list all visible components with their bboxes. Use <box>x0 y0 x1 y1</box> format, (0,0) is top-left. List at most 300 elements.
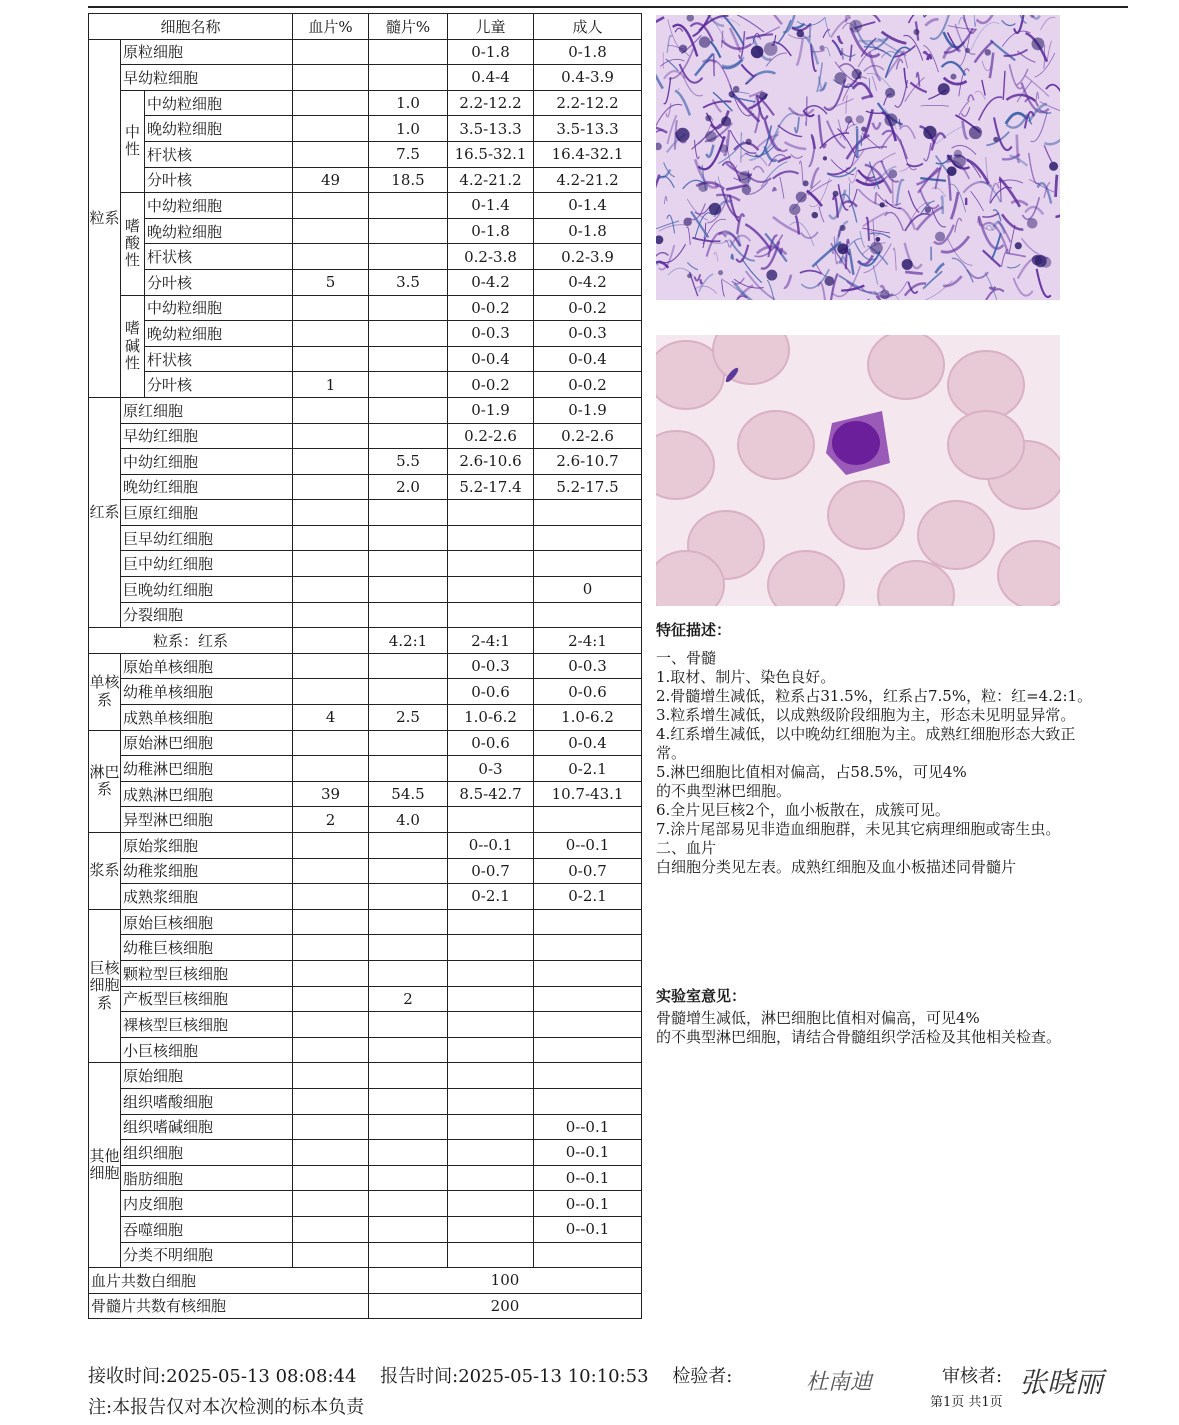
cell-marrow <box>369 858 448 884</box>
header-adult: 成人 <box>534 14 642 40</box>
cell-blood <box>293 1165 369 1191</box>
cell-child <box>448 1165 534 1191</box>
reviewer-signature <box>1015 1360 1135 1404</box>
cell-blood: 5 <box>293 269 369 295</box>
cell-marrow: 4.0 <box>369 807 448 833</box>
cell-blood <box>293 449 369 475</box>
cell-adult: 0--0.1 <box>534 1165 642 1191</box>
cell-name: 中幼红细胞 <box>121 449 293 475</box>
table-row <box>89 218 642 244</box>
cell-child: 0-0.6 <box>448 679 534 705</box>
cell-marrow: 18.5 <box>369 167 448 193</box>
cell-child: 5.2-17.4 <box>448 474 534 500</box>
opinion-title: 实验室意见： <box>656 987 747 1005</box>
description-line: 一、骨髓 <box>656 649 717 667</box>
cell-name: 晚幼粒细胞 <box>145 218 293 244</box>
cell-marrow <box>369 346 448 372</box>
cell-marrow <box>369 1216 448 1242</box>
cell-adult <box>534 960 642 986</box>
cell-name: 颗粒型巨核细胞 <box>121 960 293 986</box>
totals-row <box>89 1268 642 1294</box>
table-row <box>89 474 642 500</box>
cell-child: 0-2.1 <box>448 884 534 910</box>
cell-name: 巨晚幼红细胞 <box>121 577 293 603</box>
table-row <box>89 1012 642 1038</box>
cell-blood <box>293 1012 369 1038</box>
table-row <box>89 269 642 295</box>
cell-name: 杆状核 <box>145 346 293 372</box>
cell-marrow: 2.0 <box>369 474 448 500</box>
table-row <box>89 884 642 910</box>
cell-name: 原始细胞 <box>121 1063 293 1089</box>
cell-child: 0-0.6 <box>448 730 534 756</box>
cell-adult: 0-0.2 <box>534 295 642 321</box>
receive-time: 接收时间:2025-05-13 08:08:44 <box>88 1366 357 1387</box>
table-row <box>89 449 642 475</box>
cell-name: 晚幼红细胞 <box>121 474 293 500</box>
table-row <box>89 577 642 603</box>
ratio-value: 2-4:1 <box>534 628 642 654</box>
cell-marrow <box>369 525 448 551</box>
cell-child <box>448 500 534 526</box>
cell-child: 0-0.3 <box>448 653 534 679</box>
ratio-row <box>89 628 642 654</box>
cell-name: 成熟单核细胞 <box>121 705 293 731</box>
cell-blood <box>293 423 369 449</box>
cell-blood <box>293 65 369 91</box>
cell-marrow <box>369 577 448 603</box>
cell-child: 0-4.2 <box>448 269 534 295</box>
cell-name: 早幼红细胞 <box>121 423 293 449</box>
cell-name: 幼稚淋巴细胞 <box>121 756 293 782</box>
cell-blood <box>293 1063 369 1089</box>
cell-child <box>448 1088 534 1114</box>
cell-name: 分类不明细胞 <box>121 1242 293 1268</box>
cell-blood <box>293 39 369 65</box>
cell-child <box>448 960 534 986</box>
cell-blood: 49 <box>293 167 369 193</box>
table-row <box>89 1088 642 1114</box>
description-line: 7.涂片尾部易见非造血细胞群，未见其它病理细胞或寄生虫。 <box>656 820 1061 838</box>
cell-marrow: 2.5 <box>369 705 448 731</box>
cell-adult: 0--0.1 <box>534 1216 642 1242</box>
cell-name: 原粒细胞 <box>121 39 293 65</box>
cell-marrow: 54.5 <box>369 781 448 807</box>
cell-marrow: 7.5 <box>369 141 448 167</box>
cell-blood <box>293 986 369 1012</box>
cell-adult: 16.4-32.1 <box>534 141 642 167</box>
examiner-label: 检验者: <box>672 1366 733 1387</box>
cell-marrow <box>369 1165 448 1191</box>
cell-blood <box>293 884 369 910</box>
cell-child: 3.5-13.3 <box>448 116 534 142</box>
cell-name: 幼稚单核细胞 <box>121 679 293 705</box>
cell-adult: 0-0.4 <box>534 730 642 756</box>
cell-adult: 0-0.3 <box>534 321 642 347</box>
svg-text:杜南迪: 杜南迪 <box>806 1370 873 1395</box>
cell-name: 原红细胞 <box>121 397 293 423</box>
cell-adult <box>534 500 642 526</box>
cell-name: 杆状核 <box>145 141 293 167</box>
cell-blood <box>293 474 369 500</box>
ratio-blood <box>293 628 369 654</box>
cell-child <box>448 1037 534 1063</box>
reviewer-label: 审核者: <box>942 1366 1003 1387</box>
cell-blood <box>293 551 369 577</box>
table-row <box>89 679 642 705</box>
svg-text:张晓丽: 张晓丽 <box>1019 1366 1104 1399</box>
table-row <box>89 1114 642 1140</box>
cell-marrow: 1.0 <box>369 90 448 116</box>
cell-name: 小巨核细胞 <box>121 1037 293 1063</box>
cell-marrow: 3.5 <box>369 269 448 295</box>
cell-child <box>448 551 534 577</box>
cell-name: 成熟浆细胞 <box>121 884 293 910</box>
totals-label: 骨髓片共数有核细胞 <box>89 1293 369 1319</box>
cell-child: 0-0.4 <box>448 346 534 372</box>
table-row <box>89 1165 642 1191</box>
table-row <box>89 1063 642 1089</box>
cell-adult: 0-1.8 <box>534 218 642 244</box>
cell-blood <box>293 730 369 756</box>
cell-child <box>448 602 534 628</box>
cell-adult: 3.5-13.3 <box>534 116 642 142</box>
table-row <box>89 935 642 961</box>
table-row <box>89 90 642 116</box>
cell-child: 0.2-3.8 <box>448 244 534 270</box>
cell-name: 幼稚浆细胞 <box>121 858 293 884</box>
cell-blood <box>293 218 369 244</box>
table-row <box>89 986 642 1012</box>
cell-marrow <box>369 193 448 219</box>
table-header-row <box>89 14 642 40</box>
cell-marrow <box>369 1140 448 1166</box>
footer-times <box>88 1362 750 1388</box>
cell-name: 分叶核 <box>145 372 293 398</box>
cell-adult: 0--0.1 <box>534 833 642 859</box>
description-line: 白细胞分类见左表。成熟红细胞及血小板描述同骨髓片 <box>656 858 1017 876</box>
cell-adult <box>534 1242 642 1268</box>
cell-marrow <box>369 1114 448 1140</box>
cell-blood <box>293 1242 369 1268</box>
cell-marrow <box>369 551 448 577</box>
table-row <box>89 525 642 551</box>
table-row <box>89 141 642 167</box>
cell-name: 中幼粒细胞 <box>145 193 293 219</box>
cell-child: 0-3 <box>448 756 534 782</box>
table-row <box>89 653 642 679</box>
cell-adult: 0-0.3 <box>534 653 642 679</box>
cell-name: 晚幼粒细胞 <box>145 321 293 347</box>
cell-name: 成熟淋巴细胞 <box>121 781 293 807</box>
cell-child <box>448 1063 534 1089</box>
cell-name: 原始单核细胞 <box>121 653 293 679</box>
cell-marrow <box>369 244 448 270</box>
cell-name: 晚幼粒细胞 <box>145 116 293 142</box>
cell-blood: 2 <box>293 807 369 833</box>
cell-marrow <box>369 500 448 526</box>
cell-adult: 0-2.1 <box>534 884 642 910</box>
cell-marrow <box>369 602 448 628</box>
table-row <box>89 423 642 449</box>
cell-blood: 39 <box>293 781 369 807</box>
cell-name: 脂肪细胞 <box>121 1165 293 1191</box>
cell-name: 组织嗜酸细胞 <box>121 1088 293 1114</box>
cell-blood <box>293 935 369 961</box>
cell-adult <box>534 551 642 577</box>
cell-blood <box>293 833 369 859</box>
table-row <box>89 346 642 372</box>
cell-adult: 0-0.4 <box>534 346 642 372</box>
cell-name: 异型淋巴细胞 <box>121 807 293 833</box>
cell-adult <box>534 1088 642 1114</box>
group-label-neutro: 中性 <box>121 90 145 192</box>
cell-child: 0-0.7 <box>448 858 534 884</box>
cell-child: 0-0.2 <box>448 295 534 321</box>
cell-adult: 0 <box>534 577 642 603</box>
cell-name: 产板型巨核细胞 <box>121 986 293 1012</box>
cell-child: 0-0.2 <box>448 372 534 398</box>
cell-blood <box>293 141 369 167</box>
cell-child <box>448 1012 534 1038</box>
description-line: 二、血片 <box>656 839 717 857</box>
group-label-plasma: 浆系 <box>89 833 121 910</box>
description-title: 特征描述： <box>656 621 732 639</box>
table-row <box>89 39 642 65</box>
table-row <box>89 551 642 577</box>
opinion-line: 骨髓增生减低，淋巴细胞比值相对偏高，可见4% <box>656 1009 980 1027</box>
description-line: 6.全片见巨核2个，血小板散在，成簇可见。 <box>656 801 950 819</box>
table-row <box>89 193 642 219</box>
cell-child <box>448 577 534 603</box>
ratio-label: 粒系：红系 <box>89 628 293 654</box>
cell-name: 分叶核 <box>145 167 293 193</box>
table-row <box>89 602 642 628</box>
cell-adult: 5.2-17.5 <box>534 474 642 500</box>
cell-adult: 0.2-3.9 <box>534 244 642 270</box>
cell-adult <box>534 909 642 935</box>
cell-child <box>448 935 534 961</box>
opinion-text <box>656 1009 1146 1047</box>
cell-marrow <box>369 756 448 782</box>
cell-adult: 0--0.1 <box>534 1114 642 1140</box>
cell-child: 0-0.3 <box>448 321 534 347</box>
cell-name: 原始巨核细胞 <box>121 909 293 935</box>
cell-name: 分裂细胞 <box>121 602 293 628</box>
cell-marrow <box>369 884 448 910</box>
header-cell-name: 细胞名称 <box>89 14 293 40</box>
cell-adult: 0-1.9 <box>534 397 642 423</box>
cell-blood: 4 <box>293 705 369 731</box>
totals-value: 100 <box>369 1268 642 1294</box>
cell-child <box>448 807 534 833</box>
ratio-value: 2-4:1 <box>448 628 534 654</box>
cell-adult <box>534 525 642 551</box>
group-label-baso: 嗜碱性 <box>121 295 145 397</box>
cell-adult: 4.2-21.2 <box>534 167 642 193</box>
cell-marrow: 5.5 <box>369 449 448 475</box>
cell-child: 2.2-12.2 <box>448 90 534 116</box>
cell-blood <box>293 577 369 603</box>
cell-adult <box>534 807 642 833</box>
cell-child <box>448 986 534 1012</box>
totals-row <box>89 1293 642 1319</box>
cell-adult: 10.7-43.1 <box>534 781 642 807</box>
cell-name: 组织细胞 <box>121 1140 293 1166</box>
cell-blood: 1 <box>293 372 369 398</box>
cell-adult: 0-2.1 <box>534 756 642 782</box>
header-child: 儿童 <box>448 14 534 40</box>
cell-marrow <box>369 1191 448 1217</box>
group-label-mono: 单核系 <box>89 653 121 730</box>
cell-blood <box>293 397 369 423</box>
cell-name: 吞噬细胞 <box>121 1216 293 1242</box>
cell-marrow <box>369 679 448 705</box>
table-row <box>89 960 642 986</box>
cell-adult <box>534 935 642 961</box>
table-row <box>89 116 642 142</box>
table-row <box>89 730 642 756</box>
description-line: 1.取材、制片、染色良好。 <box>656 668 836 686</box>
description-line: 4.红系增生减低，以中晚幼红细胞为主。成熟红细胞形态大致正 <box>656 725 1076 743</box>
table-row <box>89 1216 642 1242</box>
cell-blood <box>293 756 369 782</box>
disclaimer-note: 注:本报告仅对本次检测的标本负责 <box>88 1397 365 1418</box>
cell-child <box>448 1216 534 1242</box>
totals-label: 血片共数白细胞 <box>89 1268 369 1294</box>
description-line: 的不典型淋巴细胞。 <box>656 782 792 800</box>
cell-child: 16.5-32.1 <box>448 141 534 167</box>
cell-blood <box>293 525 369 551</box>
cell-adult: 0-4.2 <box>534 269 642 295</box>
cell-blood <box>293 1088 369 1114</box>
table-row <box>89 705 642 731</box>
cell-blood <box>293 1037 369 1063</box>
cell-marrow <box>369 423 448 449</box>
cell-child: 2.6-10.6 <box>448 449 534 475</box>
cell-blood <box>293 1216 369 1242</box>
cell-marrow <box>369 218 448 244</box>
cell-child: 1.0-6.2 <box>448 705 534 731</box>
table-row <box>89 244 642 270</box>
table-row <box>89 1037 642 1063</box>
cell-blood <box>293 244 369 270</box>
cell-blood <box>293 295 369 321</box>
cell-adult: 0--0.1 <box>534 1191 642 1217</box>
cell-adult <box>534 1012 642 1038</box>
examiner-signature <box>800 1362 930 1398</box>
table-row <box>89 909 642 935</box>
table-row <box>89 833 642 859</box>
group-label-lympho: 淋巴系 <box>89 730 121 832</box>
cell-blood <box>293 1114 369 1140</box>
cell-marrow <box>369 39 448 65</box>
cell-blood <box>293 602 369 628</box>
cell-blood <box>293 321 369 347</box>
cell-marrow <box>369 909 448 935</box>
cell-marrow <box>369 372 448 398</box>
table-row <box>89 500 642 526</box>
cell-child <box>448 525 534 551</box>
cell-blood <box>293 116 369 142</box>
cell-blood <box>293 653 369 679</box>
cell-marrow <box>369 833 448 859</box>
cell-marrow <box>369 960 448 986</box>
totals-value: 200 <box>369 1293 642 1319</box>
group-label-erythro: 红系 <box>89 397 121 627</box>
table-row <box>89 807 642 833</box>
cell-name: 组织嗜碱细胞 <box>121 1114 293 1140</box>
table-row <box>89 295 642 321</box>
cell-child: 4.2-21.2 <box>448 167 534 193</box>
table-row <box>89 1140 642 1166</box>
cell-child <box>448 1191 534 1217</box>
cell-blood <box>293 960 369 986</box>
cell-name: 幼稚巨核细胞 <box>121 935 293 961</box>
cell-name: 裸核型巨核细胞 <box>121 1012 293 1038</box>
cell-child <box>448 1140 534 1166</box>
cell-child: 8.5-42.7 <box>448 781 534 807</box>
cell-marrow <box>369 65 448 91</box>
cell-marrow: 1.0 <box>369 116 448 142</box>
cell-marrow <box>369 397 448 423</box>
cell-name: 巨早幼红细胞 <box>121 525 293 551</box>
cell-adult <box>534 1063 642 1089</box>
cell-marrow <box>369 295 448 321</box>
cell-blood <box>293 909 369 935</box>
cell-child <box>448 1242 534 1268</box>
bone-marrow-smear-image <box>656 15 1060 300</box>
cell-name: 中幼粒细胞 <box>145 295 293 321</box>
cell-adult: 0-1.4 <box>534 193 642 219</box>
top-border <box>88 6 1128 8</box>
table-row <box>89 781 642 807</box>
cell-blood <box>293 193 369 219</box>
cell-blood <box>293 90 369 116</box>
cell-blood <box>293 1140 369 1166</box>
cell-marrow <box>369 1012 448 1038</box>
cell-adult: 0-0.6 <box>534 679 642 705</box>
description-text <box>656 649 1146 877</box>
table-row <box>89 321 642 347</box>
cell-marrow <box>369 653 448 679</box>
cell-adult: 0-1.8 <box>534 39 642 65</box>
report-time: 报告时间:2025-05-13 10:10:53 <box>380 1366 649 1387</box>
cell-blood <box>293 500 369 526</box>
description-line: 5.淋巴细胞比值相对偏高，占58.5%，可见4% <box>656 763 967 781</box>
table-row <box>89 397 642 423</box>
cell-child <box>448 1114 534 1140</box>
cell-name: 早幼粒细胞 <box>121 65 293 91</box>
group-label-mega: 巨核细胞系 <box>89 909 121 1063</box>
cell-child: 0-1.9 <box>448 397 534 423</box>
header-marrow: 髓片% <box>369 14 448 40</box>
group-label-granulocyte: 粒系 <box>89 39 121 397</box>
cell-name: 内皮细胞 <box>121 1191 293 1217</box>
cell-blood <box>293 1191 369 1217</box>
cell-marrow <box>369 1088 448 1114</box>
header-blood: 血片% <box>293 14 369 40</box>
opinion-line: 的不典型淋巴细胞，请结合骨髓组织学活检及其他相关检查。 <box>656 1028 1062 1046</box>
cell-child: 0-1.8 <box>448 218 534 244</box>
description-line: 2.骨髓增生减低，粒系占31.5%，红系占7.5%，粒：红=4.2:1。 <box>656 687 1093 705</box>
cell-closeup-image <box>656 335 1060 606</box>
table-row <box>89 372 642 398</box>
cell-adult <box>534 602 642 628</box>
cell-adult: 0-0.2 <box>534 372 642 398</box>
cell-adult: 0--0.1 <box>534 1140 642 1166</box>
table-row <box>89 65 642 91</box>
